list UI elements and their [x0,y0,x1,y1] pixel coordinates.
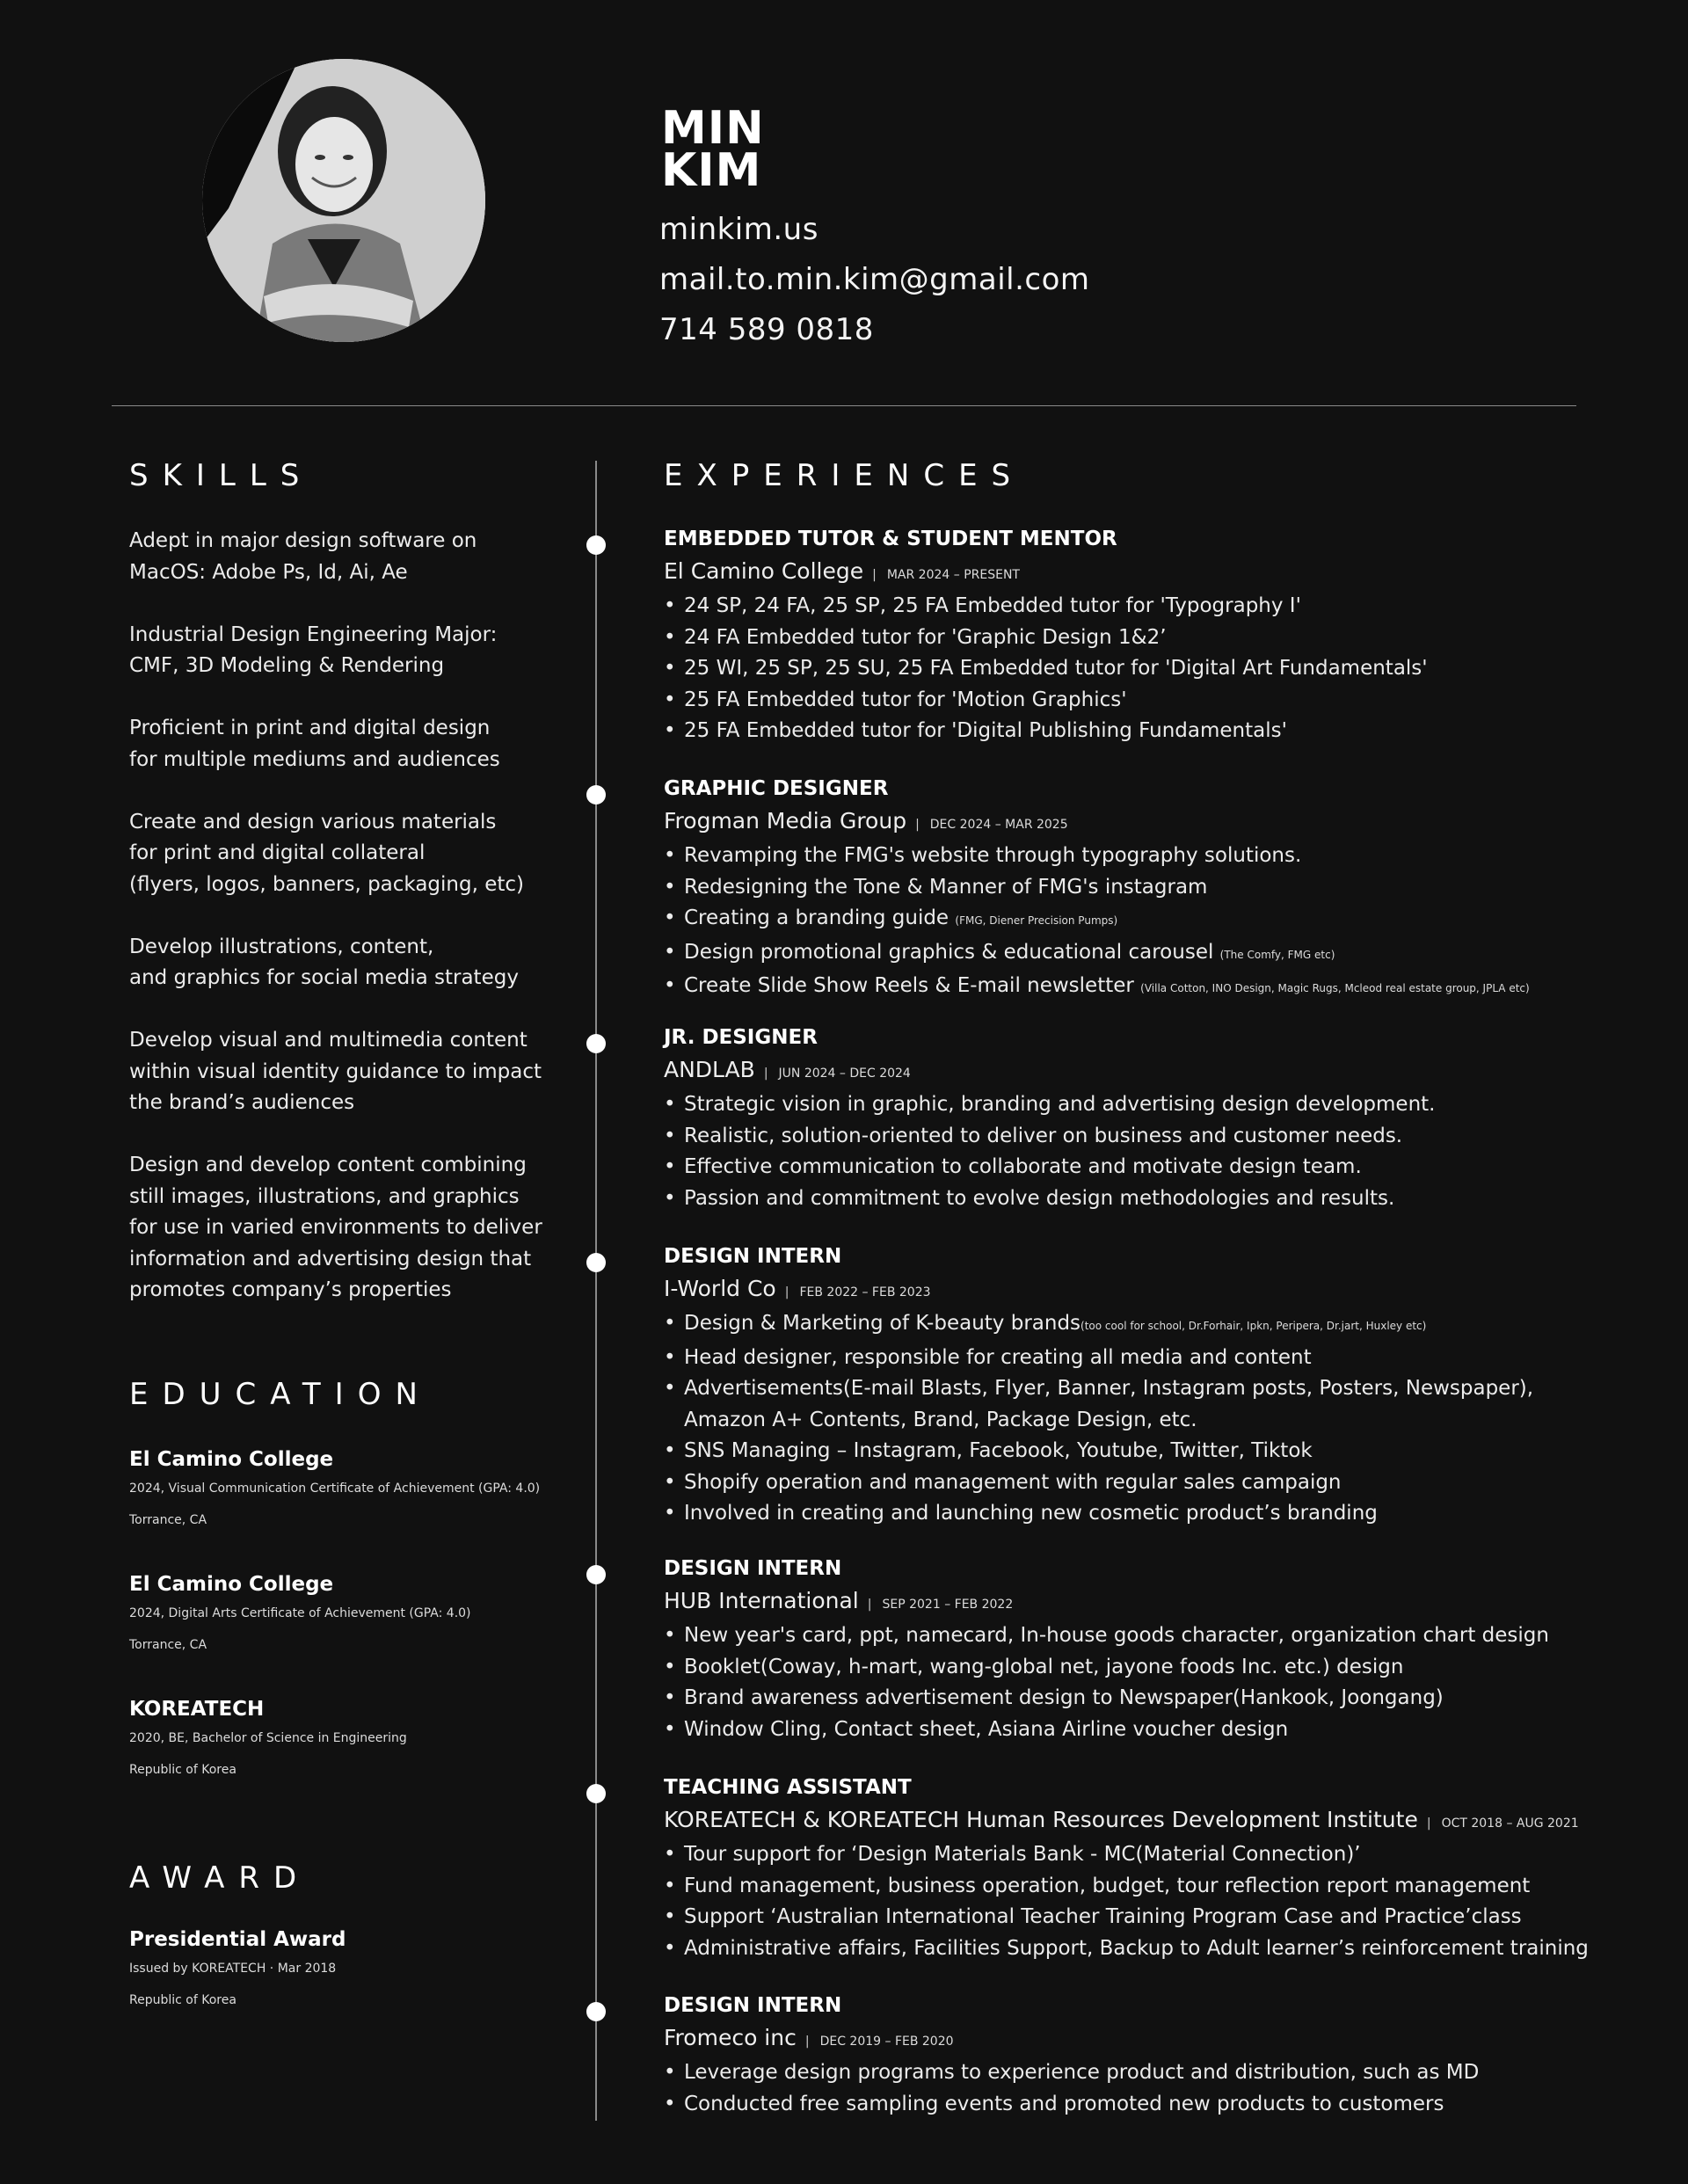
experience-bullet: • Head designer, responsible for creating all media and content [664,1343,1631,1374]
experience-org-line [664,805,1631,841]
experience-bullet: • Administrative affairs, Facilities Support, Backup to Adult learner’s reinforcement training [664,1933,1631,1965]
experience-bullet [664,903,1631,937]
education-heading: EDUCATION [129,1377,432,1412]
school-name: El Camino College [129,1448,334,1471]
timeline-line [595,461,597,2121]
experience-bullet [664,971,1631,1005]
experience-bullet: • Effective communication to collaborate and motivate design team. [664,1152,1631,1183]
experience-bullet: • Realistic, solution-oriented to deliver on business and customer needs. [664,1121,1631,1153]
timeline-dot [586,2002,606,2021]
experience-bullet: • 24 FA Embedded tutor for 'Graphic Design 1&2’ [664,622,1631,654]
education-location: Republic of Korea [129,1763,236,1777]
education-location: Torrance, CA [129,1638,207,1652]
phone-number[interactable]: 714 589 0818 [659,312,874,347]
experience-bullet: • Conducted free sampling events and promoted new products to customers [664,2089,1631,2121]
experience-bullet: • Involved in creating and launching new cosmetic product’s branding [664,1498,1631,1530]
portrait-image [202,59,485,342]
bullet-note: (The Comfy, FMG etc) [1219,948,1335,961]
education-item [129,1571,471,1661]
experience-item [664,1773,1631,1964]
timeline-dot [586,1034,606,1053]
experience-org: El Camino College [664,557,864,584]
experience-bullet-continuation: Amazon A+ Contents, Brand, Package Design, etc. [684,1408,1197,1431]
experience-org: HUB International [664,1587,859,1613]
experience-bullet: • Support ‘Australian International Teacher Training Program Case and Practice’class [664,1902,1631,1933]
experience-role: DESIGN INTERN [664,1994,842,2017]
bullet-text: Create Slide Show Reels & E-mail newsletter [684,974,1134,997]
experience-bullet: • Advertisements(E-mail Blasts, Flyer, Banner, Instagram posts, Posters, Newspaper), [664,1373,1631,1405]
experience-bullet: • Leverage design programs to experience product and distribution, such as MD [664,2057,1631,2089]
skill-item: Design and develop content combining still images, illustrations, and graphics for use in varied environments to deliver information and advertising design that promotes company’s properties [129,1154,542,1301]
experience-role: TEACHING ASSISTANT [664,1776,912,1799]
experience-org: Fromeco inc [664,2024,797,2050]
website-link[interactable]: minkim.us [659,212,819,247]
experience-bullet [664,937,1631,972]
experiences-heading: EXPERIENCES [664,458,1025,493]
experience-date: | DEC 2024 – MAR 2025 [915,818,1068,832]
experience-item [664,1554,1631,1745]
skills-list [129,526,542,1337]
experience-bullet: • 25 FA Embedded tutor for 'Digital Publishing Fundamentals' [664,716,1631,747]
experience-bullet: • Redesigning the Tone & Manner of FMG's instagram [664,872,1631,904]
experience-item [664,1023,1631,1214]
skill-item: Adept in major design software on MacOS: Adobe Ps, Id, Ai, Ae [129,529,477,584]
experience-role: DESIGN INTERN [664,1557,842,1580]
award-name: Presidential Award [129,1928,346,1951]
header-divider [112,405,1576,406]
contact-block [659,205,1090,355]
timeline-dot [586,1253,606,1272]
experience-bullet: • 24 SP, 24 FA, 25 SP, 25 FA Embedded tutor for 'Typography I' [664,591,1631,622]
experience-bullet: • Brand awareness advertisement design to Newspaper(Hankook, Joongang) [664,1683,1631,1714]
skill-item: Create and design various materials for print and digital collateral (flyers, logos, banners, packaging, etc) [129,810,525,896]
name-logo [661,102,765,197]
experience-item [664,1241,1631,1530]
experience-bullet: • Strategic vision in graphic, branding and advertising design development. [664,1089,1631,1121]
experience-item [664,524,1631,747]
education-detail: 2024, Visual Communication Certificate of Achievement (GPA: 4.0) [129,1481,541,1496]
award-location: Republic of Korea [129,1993,236,2007]
experience-date: | OCT 2018 – AUG 2021 [1427,1816,1579,1831]
school-name: El Camino College [129,1573,334,1596]
timeline-dot [586,1784,606,1803]
bullet-note: (too cool for school, Dr.Forhair, Ipkn, Peripera, Dr.jart, Huxley etc) [1080,1320,1427,1332]
experience-org: Frogman Media Group [664,807,907,834]
email-link[interactable]: mail.to.min.kim@gmail.com [659,262,1090,297]
experience-org-line [664,1585,1631,1621]
experience-role: JR. DESIGNER [664,1026,818,1049]
experience-org-line [664,2022,1631,2058]
timeline-dot [586,1565,606,1584]
education-detail: 2024, Digital Arts Certificate of Achievement (GPA: 4.0) [129,1606,471,1620]
education-item [129,1696,407,1786]
profile-photo [202,59,485,342]
experience-org-line [664,556,1631,592]
experience-bullet: • 25 WI, 25 SP, 25 SU, 25 FA Embedded tutor for 'Digital Art Fundamentals' [664,653,1631,685]
experience-bullet: • Revamping the FMG's website through typography solutions. [664,841,1631,872]
school-name: KOREATECH [129,1698,265,1721]
education-item [129,1446,540,1536]
experience-org: ANDLAB [664,1056,755,1082]
skill-item: Develop visual and multimedia content within visual identity guidance to impact the brand’s audiences [129,1029,542,1114]
experience-item [664,774,1631,1005]
experience-bullet: • Window Cling, Contact sheet, Asiana Airline voucher design [664,1714,1631,1746]
experience-date: | FEB 2022 – FEB 2023 [785,1285,931,1299]
experience-item [664,1991,1631,2120]
skill-item: Develop illustrations, content, and graphics for social media strategy [129,935,519,989]
experience-role: GRAPHIC DESIGNER [664,777,889,800]
bullet-text: Design & Marketing of K-beauty brands [684,1312,1081,1335]
experience-org: I-World Co [664,1275,776,1301]
experience-bullet: • SNS Managing – Instagram, Facebook, Youtube, Twitter, Tiktok [664,1436,1631,1467]
bullet-note: (FMG, Diener Precision Pumps) [955,914,1118,927]
experience-bullet: • 25 FA Embedded tutor for 'Motion Graphics' [664,685,1631,717]
award-item [129,1926,346,2016]
experience-org-line [664,1273,1631,1309]
experience-bullet: • Booklet(Coway, h-mart, wang-global net, jayone foods Inc. etc.) design [664,1652,1631,1684]
timeline-dot [586,785,606,804]
experience-date: | MAR 2024 – PRESENT [872,568,1020,582]
experience-bullet: • Shopify operation and management with regular sales campaign [664,1467,1631,1499]
education-location: Torrance, CA [129,1513,207,1527]
skill-item: Industrial Design Engineering Major: CMF, 3D Modeling & Rendering [129,622,498,677]
experience-bullet: • Passion and commitment to evolve design methodologies and results. [664,1183,1631,1215]
education-detail: 2020, BE, Bachelor of Science in Engineering [129,1731,407,1745]
logo-line-min: MIN [661,102,765,155]
experience-org: KOREATECH & KOREATECH Human Resources Development Institute [664,1806,1418,1832]
experience-bullet [664,1308,1631,1343]
experience-date: | DEC 2019 – FEB 2020 [805,2035,954,2049]
skills-heading: SKILLS [129,458,314,493]
timeline-dot [586,535,606,555]
experience-role: DESIGN INTERN [664,1245,842,1268]
bullet-note: (Villa Cotton, INO Design, Magic Rugs, Mcleod real estate group, JPLA etc) [1140,982,1530,994]
logo-line-kim: KIM [661,144,762,197]
award-heading: AWARD [129,1860,311,1896]
bullet-text: Creating a branding guide [684,906,950,929]
experience-org-line [664,1054,1631,1090]
experience-role: EMBEDDED TUTOR & STUDENT MENTOR [664,528,1117,550]
experience-org-line [664,1804,1631,1840]
skill-item: Proficient in print and digital design for multiple mediums and audiences [129,717,500,771]
bullet-text: Design promotional graphics & educational carousel [684,940,1214,964]
award-detail: Issued by KOREATECH · Mar 2018 [129,1962,337,1976]
experience-bullet: • New year's card, ppt, namecard, In-house goods character, organization chart design [664,1620,1631,1652]
experience-date: | JUN 2024 – DEC 2024 [764,1067,911,1081]
experience-bullet: • Tour support for ‘Design Materials Bank - MC(Material Connection)’ [664,1839,1631,1871]
experience-date: | SEP 2021 – FEB 2022 [868,1598,1013,1612]
experience-bullet: • Fund management, business operation, budget, tour reflection report management [664,1871,1631,1903]
